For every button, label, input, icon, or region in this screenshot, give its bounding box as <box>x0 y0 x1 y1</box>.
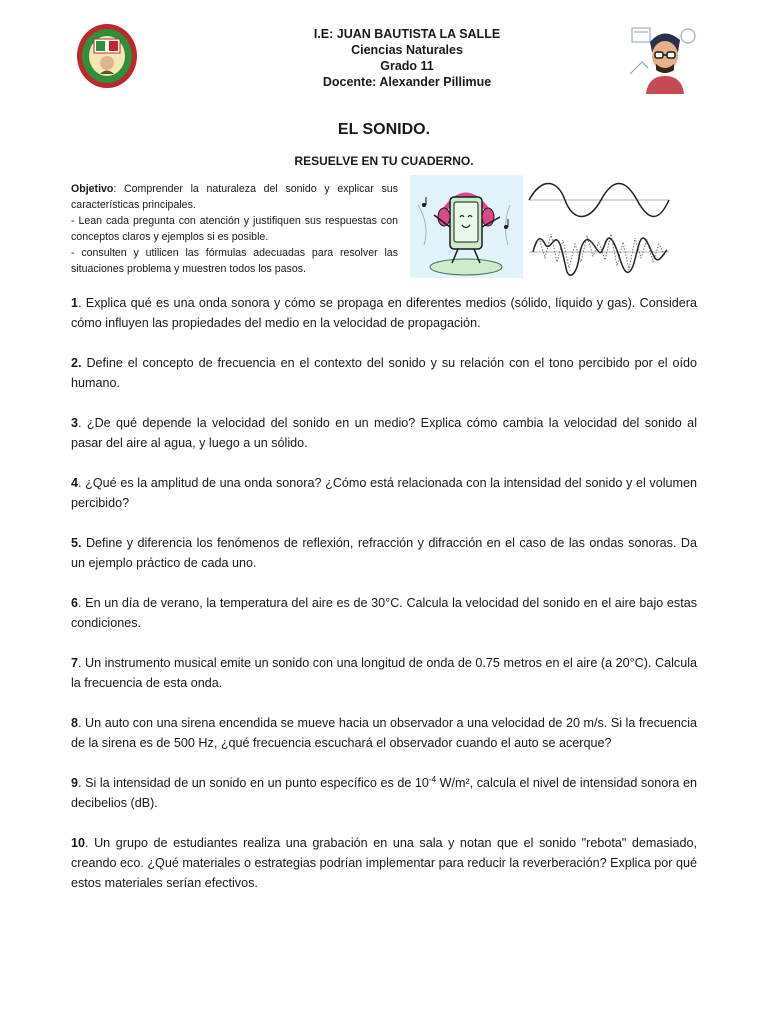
question-text-continued: W/m², calcula el nivel de intensidad sonora en decibelios (dB). <box>71 776 697 810</box>
question-number: 10 <box>71 836 86 850</box>
question-number: 7 <box>71 656 79 670</box>
question-item <box>71 473 697 513</box>
question-text: . Un instrumento musical emite un sonido con una longitud de onda de 0.75 metros en el aire (a 20°C). Calcula la frecuencia de esta onda. <box>71 656 697 690</box>
teacher-name: Docente: Alexander Pillimue <box>322 75 492 89</box>
objective-instruction-2: - consulten y utilicen las fórmulas adecuadas para resolver las situaciones problema y muestren todos los pasos. <box>71 247 398 275</box>
exponent: -4 <box>428 775 437 784</box>
objective-label: Objetivo <box>71 183 114 195</box>
school-shield-logo <box>76 22 138 90</box>
document-header <box>200 26 614 90</box>
question-number: 5. <box>71 536 82 550</box>
phone-headphones-mascot <box>410 175 523 278</box>
question-item <box>71 773 697 813</box>
question-item <box>71 533 697 573</box>
question-text: . En un día de verano, la temperatura del aire es de 30°C. Calcula la velocidad del sonido en el aire bajo estas condiciones. <box>71 596 697 630</box>
question-item <box>71 593 697 633</box>
questions-list <box>71 293 697 913</box>
question-item <box>71 413 697 453</box>
question-text: . Explica qué es una onda sonora y cómo se propaga en diferentes medios (sólido, líquido y gas). Considera cómo influyen las propiedades del medio en la velocidad de propagación. <box>71 296 697 330</box>
question-number: 1 <box>71 296 79 310</box>
objective-block <box>71 181 398 277</box>
question-item <box>71 293 697 333</box>
question-number: 9 <box>71 776 79 790</box>
subject-name: Ciencias Naturales <box>351 43 463 57</box>
question-number: 6 <box>71 596 79 610</box>
document-subtitle: RESUELVE EN TU CUADERNO. <box>294 154 474 168</box>
question-item <box>71 833 697 893</box>
document-title: EL SONIDO. <box>337 121 431 138</box>
sound-wave-diagrams <box>527 178 673 278</box>
objective-text: : Comprender la naturaleza del sonido y explicar sus características principales. <box>71 183 398 211</box>
grade-label: Grado 11 <box>380 59 434 73</box>
teacher-avatar-illustration <box>628 22 700 94</box>
question-number: 4 <box>71 476 79 490</box>
question-number: 8 <box>71 716 79 730</box>
question-text: . Si la intensidad de un sonido en un punto específico es de 10 <box>78 776 429 790</box>
school-name: I.E: JUAN BAUTISTA LA SALLE <box>313 27 501 41</box>
question-item <box>71 353 697 393</box>
objective-paragraph <box>71 181 398 213</box>
question-item <box>71 713 697 753</box>
question-item <box>71 653 697 693</box>
question-text: . Un grupo de estudiantes realiza una grabación en una sala y notan que el sonido "rebota" demasiado, creando eco. ¿Qué materiales o estrategias podrían implementar para reducir la reverberación? Explica por qué estos materiales serían efectivos. <box>71 836 697 890</box>
question-number: 3 <box>71 416 79 430</box>
objective-instruction-1: - Lean cada pregunta con atención y justifiquen sus respuestas con conceptos claros y ejemplos si es posible. <box>71 215 398 243</box>
question-text: . Un auto con una sirena encendida se mueve hacia un observador a una velocidad de 20 m/s. Si la frecuencia de la sirena es de 500 Hz, ¿qué frecuencia escuchará el observador cuando el auto se acerque? <box>71 716 697 750</box>
question-text: Define el concepto de frecuencia en el contexto del sonido y su relación con el tono percibido por el oído humano. <box>71 356 697 390</box>
question-text: . ¿De qué depende la velocidad del sonido en un medio? Explica cómo cambia la velocidad del sonido al pasar del aire al agua, y luego a un sólido. <box>71 416 697 450</box>
question-text: . ¿Qué es la amplitud de una onda sonora? ¿Cómo está relacionada con la intensidad del sonido y el volumen percibido? <box>71 476 697 510</box>
question-text: Define y diferencia los fenómenos de reflexión, refracción y difracción en el caso de las ondas sonoras. Da un ejemplo práctico de cada uno. <box>71 536 697 570</box>
question-number: 2. <box>71 356 82 370</box>
